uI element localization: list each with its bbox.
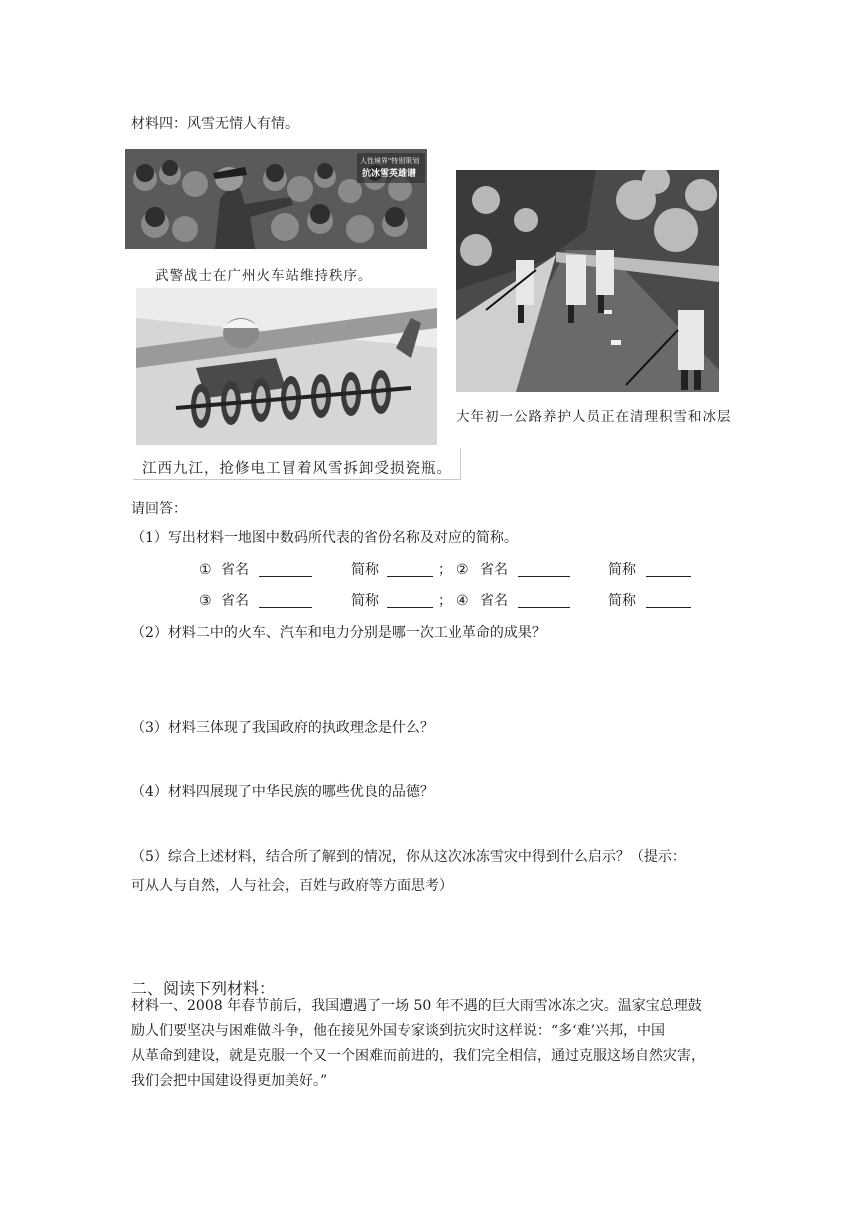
questions-intro: 请回答： [131, 501, 187, 517]
question-3: （3）材料三体现了我国政府的执政理念是什么？ [131, 720, 434, 736]
q1-row2-prov-label2: 省名 [480, 593, 508, 609]
q1-row1-prov-blank2[interactable] [518, 564, 570, 577]
q1-row2-num1: ③ [199, 593, 212, 609]
q1-row2-num2: ④ [456, 593, 469, 609]
q1-row1-abbr-blank1[interactable] [387, 564, 433, 577]
question-2: （2）材料二中的火车、汽车和电力分别是哪一次工业革命的成果？ [131, 625, 546, 641]
q1-row2-prov-blank1[interactable] [259, 595, 312, 608]
q1-row2-abbr-label2: 简称 [608, 593, 636, 609]
material4-title: 材料四：风雪无情人有情。 [131, 116, 299, 132]
q1-row1-abbr-label1: 简称 [351, 562, 379, 578]
photo-road-workers [456, 170, 719, 392]
q1-row2-abbr-label1: 简称 [351, 593, 379, 609]
section2-line: 从革命到建设，就是克服一个又一个困难而前进的，我们完全相信，通过克服这场自然灾害， [131, 1048, 705, 1064]
section2-heading: 二、阅读下列材料： [131, 979, 276, 998]
section2-line: 材料一、2008 年春节前后，我国遭遇了一场 50 年不遇的巨大雨雪冰冻之灾。温家宝总理鼓 [131, 998, 702, 1014]
photo-caption-police: 武警战士在广州火车站维持秩序。 [155, 268, 373, 284]
section2-line: 励人们要坚决与困难做斗争，他在接见外国专家谈到抗灾时这样说：“多‘难’兴邦，中国 [131, 1023, 666, 1039]
question-4: （4）材料四展现了中华民族的哪些优良的品德？ [131, 784, 434, 800]
q1-row2-prov-blank2[interactable] [518, 595, 570, 608]
q1-row2-prov-label1: 省名 [221, 593, 249, 609]
photo-police-station [125, 149, 427, 249]
question-5-line2: 可从人与自然，人与社会，百姓与政府等方面思考） [131, 878, 453, 894]
q1-row2-abbr-blank1[interactable] [387, 595, 433, 608]
q1-row1-prov-label1: 省名 [221, 562, 249, 578]
photo-overlay-line1: 人性境界"特别策划 [360, 157, 420, 165]
q1-row1-abbr-blank2[interactable] [646, 564, 691, 577]
photo-caption-road: 大年初一公路养护人员正在清理积雪和冰层 [456, 409, 732, 425]
q1-row2-sep: ； [438, 593, 452, 609]
photo-electrician [136, 288, 437, 445]
q1-row2-abbr-blank2[interactable] [646, 595, 691, 608]
q1-row1-abbr-label2: 简称 [608, 562, 636, 578]
question-5-line1: （5）综合上述材料，结合所了解到的情况，你从这次冰冻雪灾中得到什么启示？（提示： [131, 849, 686, 865]
photo-caption-electrician: 江西九江，抢修电工冒着风雪拆卸受损瓷瓶。 [142, 461, 452, 477]
q1-row1-num2: ② [456, 562, 469, 578]
q1-row1-prov-blank1[interactable] [259, 564, 312, 577]
q1-row1-prov-label2: 省名 [480, 562, 508, 578]
q1-row1-sep: ； [438, 562, 452, 578]
q1-row1-num1: ① [199, 562, 212, 578]
section2-material1 [131, 994, 741, 1094]
question-1: （1）写出材料一地图中数码所代表的省份名称及对应的简称。 [131, 530, 518, 546]
photo-overlay-line2: 抗冰雪英雄谱 [362, 169, 417, 179]
section2-line: 我们会把中国建设得更加美好。” [131, 1073, 328, 1089]
